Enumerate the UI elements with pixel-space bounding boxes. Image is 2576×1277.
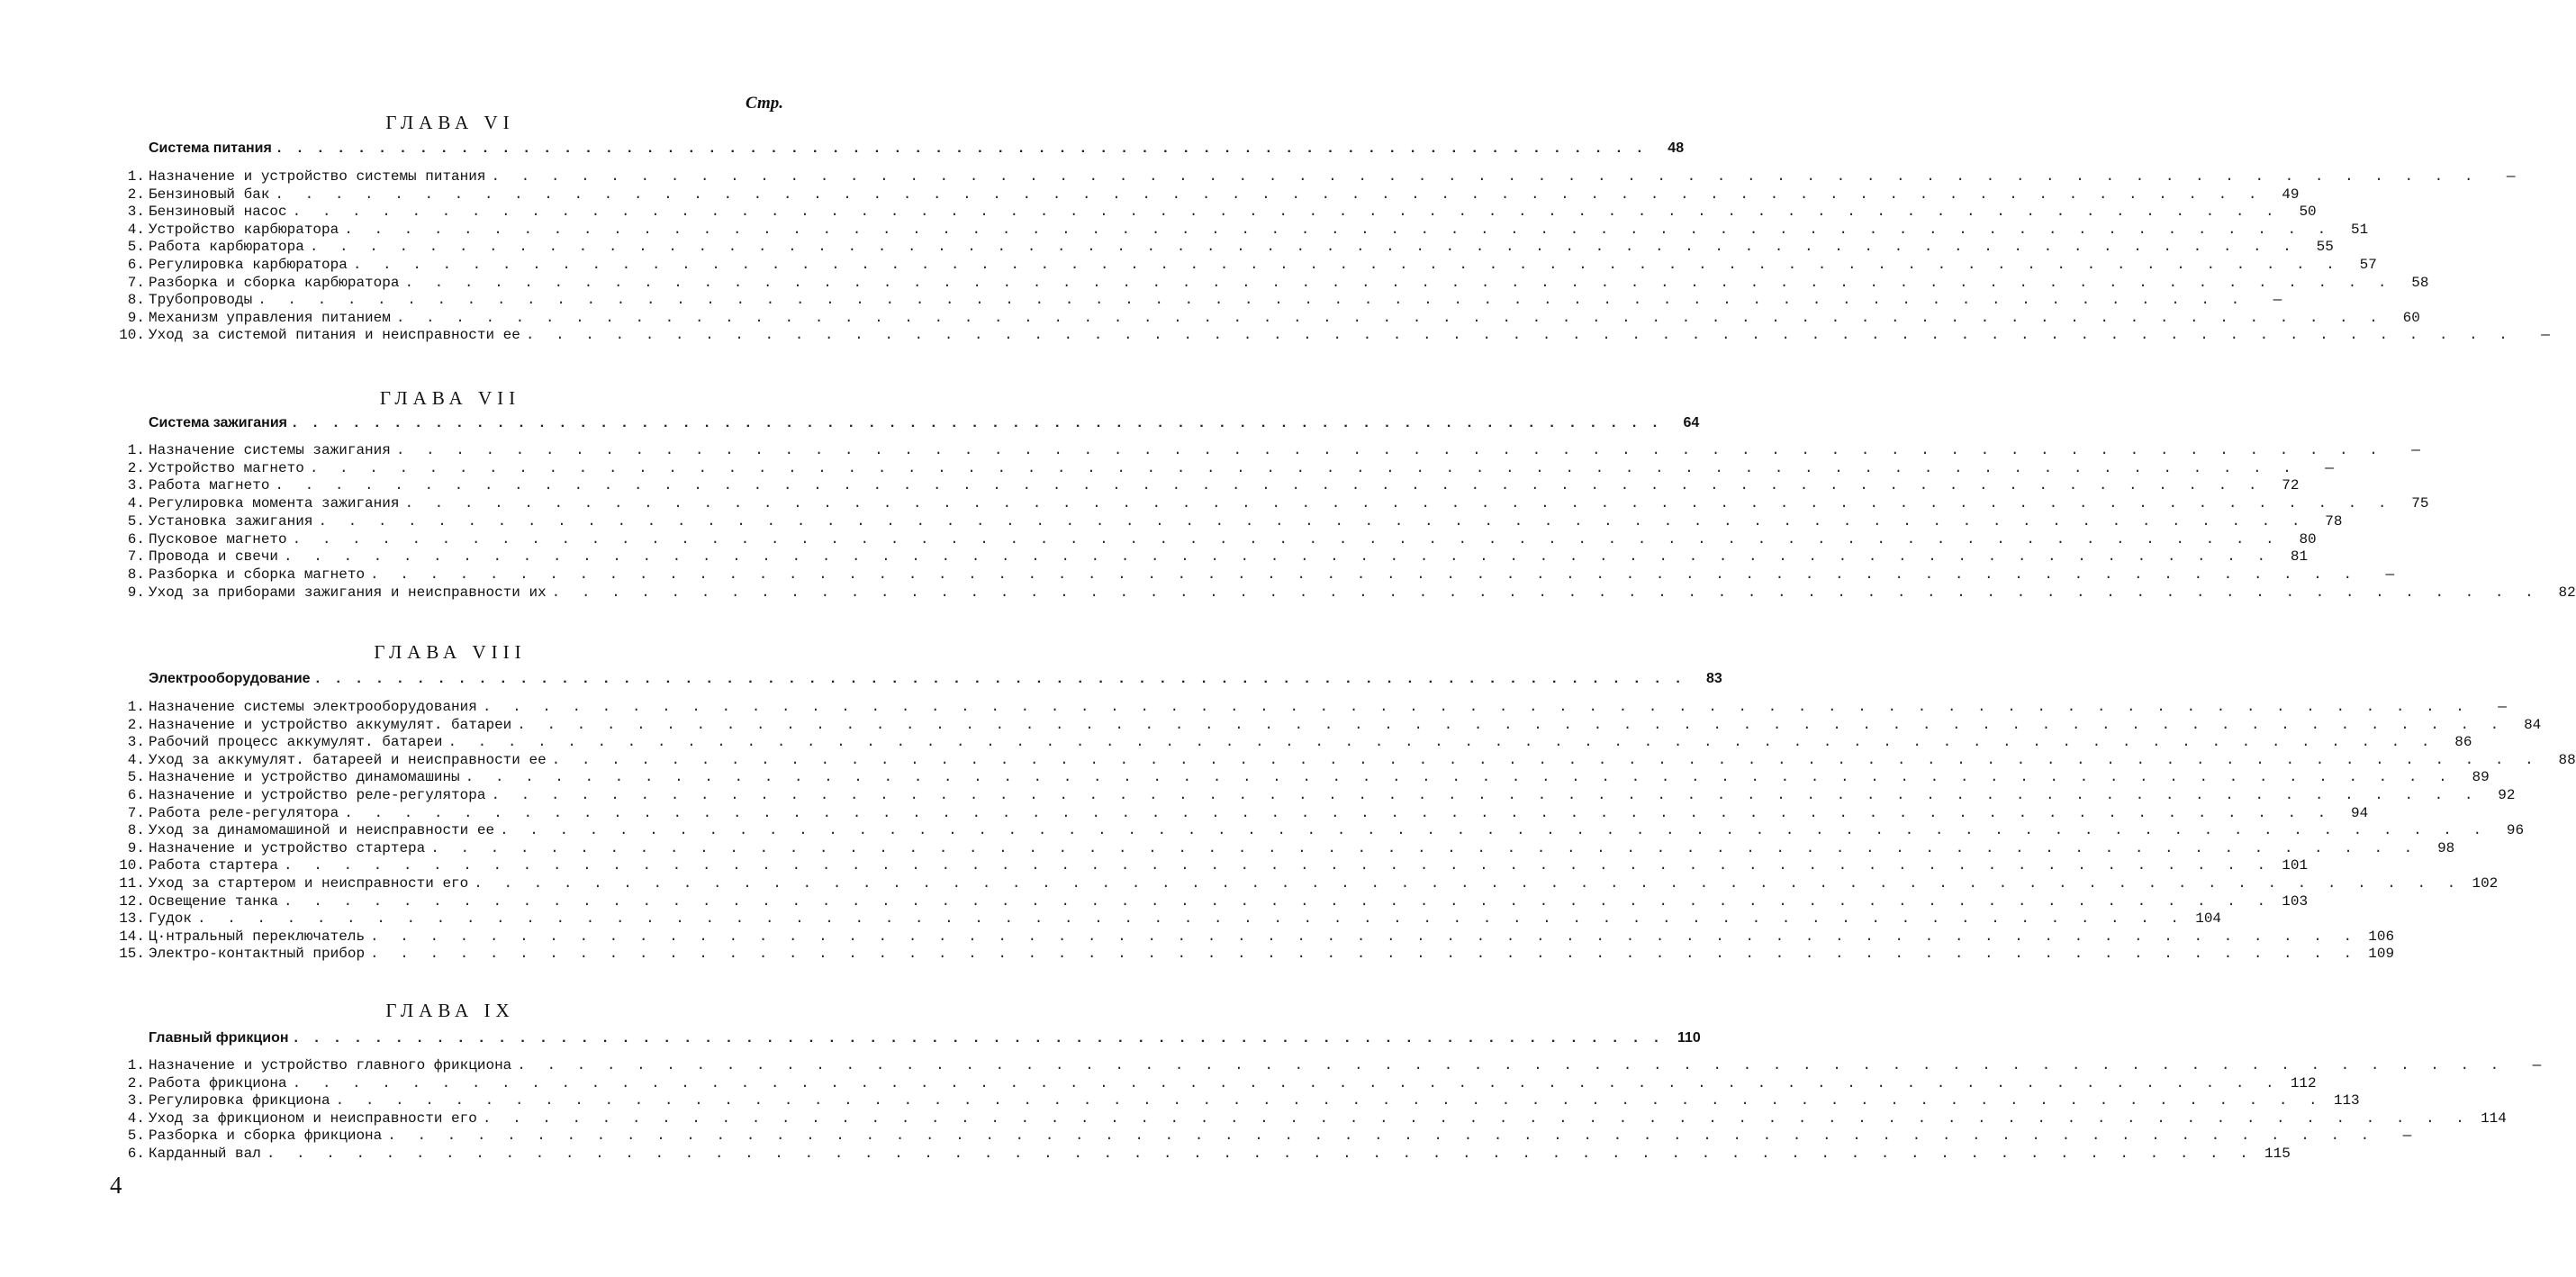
dot-leader: . . . . . . . . . . . . . . . . . . . . . . . . . . . . . . . . . . . . . . . . . . . . . . . . . . . . . . . . . . . . . . . . . . .: [395, 310, 2384, 326]
page-ref: 115: [2264, 1146, 2291, 1162]
page-ref: 60: [2402, 310, 2420, 326]
dot-leader: . . . . . . . . . . . . . . . . . . . . . . . . . . . . . . . . . . . . . . . . . . . . . . . . . . . . . . . . . . . . . . . . . . .: [482, 1110, 2471, 1127]
dot-leader: . . . . . . . . . . . . . . . . . . . . . . . . . . . . . . . . . . . . . . . . . . . . . . . . . . . . . . . . . . . . . . . . . . .: [258, 292, 2246, 308]
entry-title: Работа стартера: [149, 857, 279, 874]
entry-number: 7.: [127, 548, 145, 565]
toc-entry: [115, 892, 2309, 910]
page-ref: 102: [2472, 875, 2499, 892]
entry-number: 10.: [119, 857, 145, 874]
entry-number: 15.: [119, 946, 145, 962]
page-ref: 80: [2299, 531, 2317, 548]
entry-number: 1.: [127, 168, 145, 185]
toc-entry: [115, 1127, 2412, 1145]
chapter-heading: ГЛАВА VII: [379, 387, 521, 409]
entry-title: Разборка и сборка магнето: [149, 566, 366, 583]
toc-entry: [115, 928, 2395, 946]
dot-leader: . . . . . . . . . . . . . . . . . . . . . . . . . . . . . . . . . . . . . . . . . . . . . . . . . . . . . . . . . . . . . . . . . . .: [491, 787, 2480, 803]
entry-title: Назначение и устройство стартера: [149, 840, 426, 856]
dot-leader: . . . . . . . . . . . . . . . . . . . . . . . . . . . . . . . . . . . . . . . . . . . . . . . . . . . . . . . . . . . . . . . . . . .: [465, 769, 2454, 785]
dot-leader: . . . . . . . . . . . . . . . . . . . . . . . . . . . . . . . . . . . . . . . . . . . . . . . . . . . . . . . . . . . . . . . . . . .: [430, 840, 2419, 856]
section-row: [115, 414, 1700, 432]
entry-title: Провода и свечи: [149, 548, 279, 565]
entry-title: Регулировка карбюратора: [149, 257, 348, 273]
entry-title: Карданный вал: [149, 1146, 261, 1162]
page-ref: —: [2385, 566, 2395, 583]
page-ref: 50: [2299, 204, 2317, 220]
dot-leader: . . . . . . . . . . . . . . . . . . . . . . . . . . . . . . . . . . . . . . . . . . . . . . . . . . . . . . . . . . . . . . . . . . .: [344, 222, 2333, 238]
page-ref: —: [2506, 168, 2516, 185]
dot-leader: . . . . . . . . . . . . . . . . . . . . . . . . . . . . . . . . . . . . . . . . . . . . . . . . . . . . . . . . . . . . . . . . . . .: [491, 168, 2480, 185]
entry-title: Работа магнето: [149, 477, 270, 494]
dot-leader: . . . . . . . . . . . . . . . . . . . . . . . . . . . . . . . . . . . . . . . . . . . . . . . . . . . . . . . . . . . . . . . . . . .: [292, 204, 2281, 220]
toc-entry: [115, 945, 2395, 963]
entry-number: 9.: [127, 840, 145, 856]
toc-entry: [115, 856, 2309, 874]
entry-number: 4.: [127, 495, 145, 512]
entry-number: 7.: [127, 805, 145, 821]
dot-leader: . . . . . . . . . . . . . . . . . . . . . . . . . . . . . . . . . . . . . . . . . . . . . . . . . . . . . . . . . . . . . . . . . . .: [482, 699, 2471, 715]
toc-entry: [115, 910, 2222, 928]
toc-entry: [115, 309, 2420, 327]
toc-entry: [115, 716, 2542, 734]
entry-title: Назначение и устройство реле-регулятора: [149, 787, 486, 803]
entry-title: Трубопроводы: [149, 292, 253, 308]
dot-leader: . . . . . . . . . . . . . . . . . . . . . . . . . . . . . . . . . . . . . . . . . . . . . . . . . . . . . . . . . . . . . . . . . . .: [551, 752, 2540, 768]
entry-title: Уход за аккумулят. батареей и неисправности ее: [149, 752, 547, 768]
toc-entry: [115, 1091, 2360, 1109]
entry-title: Разборка и сборка фрикциона: [149, 1128, 383, 1144]
entry-number: 4.: [127, 1110, 145, 1127]
toc-entry: [115, 768, 2490, 786]
entry-number: 14.: [119, 928, 145, 945]
toc-entry: [115, 1074, 2317, 1092]
dot-leader: . . . . . . . . . . . . . . . . . . . . . . . . . . . . . . . . . . . . . . . . . . . . . . . . . . . . . . . . . . . . . . . . . . .: [335, 1092, 2324, 1109]
entry-number: 8.: [127, 292, 145, 308]
entry-title: Устройство магнето: [149, 460, 304, 476]
page-ref: 72: [2282, 477, 2300, 494]
dot-leader: . . . . . . . . . . . . . . . . . . . . . . . . . . . . . . . . . . . . . . . . . . . . . . . . . . . . . . . . . . . . . . . . . . .: [474, 875, 2463, 892]
entry-title: Назначение системы электрооборудования: [149, 699, 477, 715]
page-ref: 103: [2282, 893, 2309, 910]
entry-number: 6.: [127, 257, 145, 273]
page-ref: 64: [1683, 415, 1700, 430]
entry-number: 5.: [127, 239, 145, 255]
entry-number: 2.: [127, 717, 145, 733]
toc-entry: [115, 326, 2550, 344]
toc-entry: [115, 186, 2300, 204]
page-ref: 78: [2325, 513, 2343, 530]
dot-leader: . . . . . . . . . . . . . . . . . . . . . . . . . . . . . . . . . . . . . . . . . . . . . . . . . . . . . . . . . . . . . . . . . . .: [294, 1030, 1665, 1046]
page-ref: 88: [2558, 752, 2576, 768]
chapter-heading: ГЛАВА VIII: [374, 641, 527, 663]
section-row: [115, 140, 1685, 158]
dot-leader: . . . . . . . . . . . . . . . . . . . . . . . . . . . . . . . . . . . . . . . . . . . . . . . . . . . . . . . . . . . . . . . . . . .: [395, 442, 2384, 458]
entry-number: 2.: [127, 460, 145, 476]
toc-entry: [115, 274, 2429, 292]
page-ref: —: [2325, 460, 2334, 476]
entry-title: Уход за фрикционом и неисправности его: [149, 1110, 477, 1127]
toc-entry: [115, 1145, 2291, 1163]
entry-title: Работа реле-регулятора: [149, 805, 339, 821]
entry-title: Уход за приборами зажигания и неисправности их: [149, 584, 547, 601]
entry-number: 5.: [127, 1128, 145, 1144]
dot-leader: . . . . . . . . . . . . . . . . . . . . . . . . . . . . . . . . . . . . . . . . . . . . . . . . . . . . . . . . . . . . . . . . . . .: [551, 584, 2540, 601]
section-row: [115, 670, 1722, 688]
entry-title: Бензиновый насос: [149, 204, 287, 220]
dot-leader: . . . . . . . . . . . . . . . . . . . . . . . . . . . . . . . . . . . . . . . . . . . . . . . . . . . . . . . . . . . . . . . . . . .: [352, 257, 2341, 273]
toc-entry: [115, 256, 2377, 274]
toc-entry: [115, 733, 2472, 751]
page-ref: 109: [2368, 946, 2395, 962]
dot-leader: . . . . . . . . . . . . . . . . . . . . . . . . . . . . . . . . . . . . . . . . . . . . . . . . . . . . . . . . . . . . . . . . . . .: [517, 717, 2506, 733]
entry-number: 6.: [127, 531, 145, 548]
dot-leader: . . . . . . . . . . . . . . . . . . . . . . . . . . . . . . . . . . . . . . . . . . . . . . . . . . . . . . . . . . . . . . . . . . .: [517, 1057, 2506, 1073]
entry-number: 13.: [119, 910, 145, 927]
page-number: 4: [110, 1172, 122, 1199]
page-ref: —: [2411, 442, 2420, 458]
entry-title: Регулировка момента зажигания: [149, 495, 400, 512]
page-ref: 86: [2454, 734, 2472, 750]
page-ref: —: [2402, 1128, 2412, 1144]
entry-title: Установка зажигания: [149, 513, 313, 530]
page-ref: 94: [2351, 805, 2369, 821]
dot-leader: . . . . . . . . . . . . . . . . . . . . . . . . . . . . . . . . . . . . . . . . . . . . . . . . . . . . . . . . . . . . . . . . . . .: [284, 857, 2273, 874]
entry-number: 9.: [127, 584, 145, 601]
entry-title: Разборка и сборка карбюратора: [149, 275, 400, 291]
entry-title: Рабочий процесс аккумулят. батареи: [149, 734, 443, 750]
entry-number: 3.: [127, 734, 145, 750]
dot-leader: . . . . . . . . . . . . . . . . . . . . . . . . . . . . . . . . . . . . . . . . . . . . . . . . . . . . . . . . . . . . . . . . . . .: [370, 566, 2359, 583]
toc-entry: [115, 203, 2317, 221]
entry-title: Механизм управления питанием: [149, 310, 391, 326]
section-title: Система питания: [149, 140, 272, 156]
entry-title: Пусковое магнето: [149, 531, 287, 548]
dot-leader: . . . . . . . . . . . . . . . . . . . . . . . . . . . . . . . . . . . . . . . . . . . . . . . . . . . . . . . . . . . . . . . . . . .: [284, 893, 2273, 910]
dot-leader: . . . . . . . . . . . . . . . . . . . . . . . . . . . . . . . . . . . . . . . . . . . . . . . . . . . . . . . . . . . . . . . . . . .: [292, 1075, 2281, 1091]
dot-leader: . . . . . . . . . . . . . . . . . . . . . . . . . . . . . . . . . . . . . . . . . . . . . . . . . . . . . . . . . . . . . . . . . . .: [370, 928, 2359, 945]
page-ref: 57: [2359, 257, 2377, 273]
toc-entry: [115, 1056, 2542, 1074]
toc-entry: [115, 786, 2516, 804]
entry-title: Назначение и устройство системы питания: [149, 168, 486, 185]
section-title: Электрооборудование: [149, 671, 311, 686]
entry-number: 2.: [127, 186, 145, 203]
page-ref: 92: [2498, 787, 2516, 803]
page-ref: 114: [2481, 1110, 2507, 1127]
page-ref: —: [2498, 699, 2507, 715]
page-ref: 49: [2282, 186, 2300, 203]
toc-entry: [115, 698, 2507, 716]
section-row: [115, 1029, 1701, 1047]
toc-entry: [115, 751, 2576, 769]
toc-entry: [115, 566, 2395, 584]
page-ref: 82: [2558, 584, 2576, 601]
entry-number: 10.: [119, 327, 145, 343]
section-title: Система зажигания: [149, 415, 287, 430]
entry-title: Ц·нтральный переключатель: [149, 928, 366, 945]
entry-title: Работа карбюратора: [149, 239, 304, 255]
entry-number: 1.: [127, 1057, 145, 1073]
dot-leader: . . . . . . . . . . . . . . . . . . . . . . . . . . . . . . . . . . . . . . . . . . . . . . . . . . . . . . . . . . . . . . . . . . .: [197, 910, 2186, 927]
entry-title: Работа фрикциона: [149, 1075, 287, 1091]
entry-number: 8.: [127, 566, 145, 583]
toc-entry: [115, 530, 2317, 548]
toc-entry: [115, 821, 2525, 839]
page-ref: 101: [2282, 857, 2309, 874]
entry-title: Устройство карбюратора: [149, 222, 339, 238]
dot-leader: . . . . . . . . . . . . . . . . . . . . . . . . . . . . . . . . . . . . . . . . . . . . . . . . . . . . . . . . . . . . . . . . . . .: [447, 734, 2436, 750]
dot-leader: . . . . . . . . . . . . . . . . . . . . . . . . . . . . . . . . . . . . . . . . . . . . . . . . . . . . . . . . . . . . . . . . . . .: [318, 513, 2307, 530]
entry-title: Регулировка фрикциона: [149, 1092, 330, 1109]
dot-leader: . . . . . . . . . . . . . . . . . . . . . . . . . . . . . . . . . . . . . . . . . . . . . . . . . . . . . . . . . . . . . . . . . . .: [404, 275, 2393, 291]
section-title: Главный фрикцион: [149, 1030, 289, 1046]
page-ref: 106: [2368, 928, 2395, 945]
toc-entry: [115, 839, 2455, 857]
entry-number: 1.: [127, 699, 145, 715]
toc-entry: [115, 459, 2334, 477]
dot-leader: . . . . . . . . . . . . . . . . . . . . . . . . . . . . . . . . . . . . . . . . . . . . . . . . . . . . . . . . . . . . . . . . . . .: [344, 805, 2333, 821]
page-ref: 104: [2195, 910, 2222, 927]
toc-entry: [115, 221, 2369, 239]
toc-entry: [115, 238, 2334, 256]
dot-leader: . . . . . . . . . . . . . . . . . . . . . . . . . . . . . . . . . . . . . . . . . . . . . . . . . . . . . . . . . . . . . . . . . . .: [292, 531, 2281, 548]
entry-number: 12.: [119, 893, 145, 910]
dot-leader: . . . . . . . . . . . . . . . . . . . . . . . . . . . . . . . . . . . . . . . . . . . . . . . . . . . . . . . . . . . . . . . . . . .: [275, 186, 2264, 203]
toc-entry: [115, 874, 2499, 892]
entry-title: Назначение и устройство главного фрикциона: [149, 1057, 512, 1073]
page-ref: —: [2541, 327, 2550, 343]
entry-number: 2.: [127, 1075, 145, 1091]
dot-leader: . . . . . . . . . . . . . . . . . . . . . . . . . . . . . . . . . . . . . . . . . . . . . . . . . . . . . . . . . . . . . . . . . . .: [284, 548, 2273, 565]
page-ref: 58: [2411, 275, 2429, 291]
page-ref: 112: [2290, 1075, 2317, 1091]
dot-leader: . . . . . . . . . . . . . . . . . . . . . . . . . . . . . . . . . . . . . . . . . . . . . . . . . . . . . . . . . . . . . . . . . . .: [275, 477, 2264, 494]
page-ref: 89: [2472, 769, 2490, 785]
page-ref: 84: [2524, 717, 2542, 733]
dot-leader: . . . . . . . . . . . . . . . . . . . . . . . . . . . . . . . . . . . . . . . . . . . . . . . . . . . . . . . . . . . . . . . . . . .: [370, 946, 2359, 962]
dot-leader: . . . . . . . . . . . . . . . . . . . . . . . . . . . . . . . . . . . . . . . . . . . . . . . . . . . . . . . . . . . . . . . . . . .: [404, 495, 2393, 512]
toc-entry: [115, 512, 2343, 530]
dot-leader: . . . . . . . . . . . . . . . . . . . . . . . . . . . . . . . . . . . . . . . . . . . . . . . . . . . . . . . . . . . . . . . . . . .: [266, 1146, 2255, 1162]
entry-title: Назначение и устройство динамомашины: [149, 769, 460, 785]
dot-leader: . . . . . . . . . . . . . . . . . . . . . . . . . . . . . . . . . . . . . . . . . . . . . . . . . . . . . . . . . . . . . . . . . . .: [276, 140, 1649, 156]
page-ref: 81: [2290, 548, 2309, 565]
page-ref: —: [2532, 1057, 2542, 1073]
toc-entry: [115, 441, 2420, 459]
entry-number: 6.: [127, 1146, 145, 1162]
toc-entry: [115, 548, 2309, 566]
toc-entry: [115, 584, 2576, 602]
dot-leader: . . . . . . . . . . . . . . . . . . . . . . . . . . . . . . . . . . . . . . . . . . . . . . . . . . . . . . . . . . . . . . . . . . .: [500, 822, 2489, 838]
entry-number: 11.: [119, 875, 145, 892]
page-ref: 55: [2316, 239, 2334, 255]
dot-leader: . . . . . . . . . . . . . . . . . . . . . . . . . . . . . . . . . . . . . . . . . . . . . . . . . . . . . . . . . . . . . . . . . . .: [525, 327, 2514, 343]
page-ref: 48: [1668, 140, 1685, 156]
entry-title: Уход за динамомашиной и неисправности ее: [149, 822, 495, 838]
entry-number: 5.: [127, 769, 145, 785]
toc-entry: [115, 804, 2369, 822]
entry-number: 5.: [127, 513, 145, 530]
page-ref: —: [2273, 292, 2282, 308]
dot-leader: . . . . . . . . . . . . . . . . . . . . . . . . . . . . . . . . . . . . . . . . . . . . . . . . . . . . . . . . . . . . . . . . . . .: [309, 460, 2298, 476]
toc-entry: [115, 168, 2516, 186]
page-ref: 51: [2351, 222, 2369, 238]
page-ref: 96: [2506, 822, 2525, 838]
page-ref: 83: [1706, 671, 1722, 686]
toc-entry: [115, 494, 2429, 512]
entry-title: Освещение танка: [149, 893, 279, 910]
entry-number: 4.: [127, 752, 145, 768]
dot-leader: . . . . . . . . . . . . . . . . . . . . . . . . . . . . . . . . . . . . . . . . . . . . . . . . . . . . . . . . . . . . . . . . . . .: [387, 1128, 2376, 1144]
page-ref: 110: [1677, 1030, 1701, 1046]
entry-title: Назначение и устройство аккумулят. батареи: [149, 717, 512, 733]
page-column-heading: Стр.: [746, 94, 783, 113]
entry-number: 3.: [127, 477, 145, 494]
chapter-heading: ГЛАВА VI: [385, 112, 515, 133]
dot-leader: . . . . . . . . . . . . . . . . . . . . . . . . . . . . . . . . . . . . . . . . . . . . . . . . . . . . . . . . . . . . . . . . . . .: [293, 415, 1664, 430]
entry-number: 6.: [127, 787, 145, 803]
toc-entry: [115, 1109, 2507, 1128]
entry-title: Уход за стартером и неисправности его: [149, 875, 469, 892]
dot-leader: . . . . . . . . . . . . . . . . . . . . . . . . . . . . . . . . . . . . . . . . . . . . . . . . . . . . . . . . . . . . . . . . . . .: [309, 239, 2298, 255]
dot-leader: . . . . . . . . . . . . . . . . . . . . . . . . . . . . . . . . . . . . . . . . . . . . . . . . . . . . . . . . . . . . . . . . . . .: [315, 671, 1686, 686]
page-ref: 113: [2333, 1092, 2360, 1109]
entry-number: 3.: [127, 204, 145, 220]
entry-number: 3.: [127, 1092, 145, 1109]
entry-title: Назначение системы зажигания: [149, 442, 391, 458]
toc-entry: [115, 476, 2300, 494]
toc-entry: [115, 291, 2282, 309]
entry-number: 1.: [127, 442, 145, 458]
entry-title: Бензиновый бак: [149, 186, 270, 203]
entry-title: Электро-контактный прибор: [149, 946, 366, 962]
entry-number: 8.: [127, 822, 145, 838]
entry-title: Гудок: [149, 910, 193, 927]
page-ref: 98: [2437, 840, 2455, 856]
entry-number: 9.: [127, 310, 145, 326]
entry-number: 4.: [127, 222, 145, 238]
chapter-heading: ГЛАВА IX: [385, 1000, 515, 1021]
entry-title: Уход за системой питания и неисправности ее: [149, 327, 520, 343]
entry-number: 7.: [127, 275, 145, 291]
page-ref: 75: [2411, 495, 2429, 512]
